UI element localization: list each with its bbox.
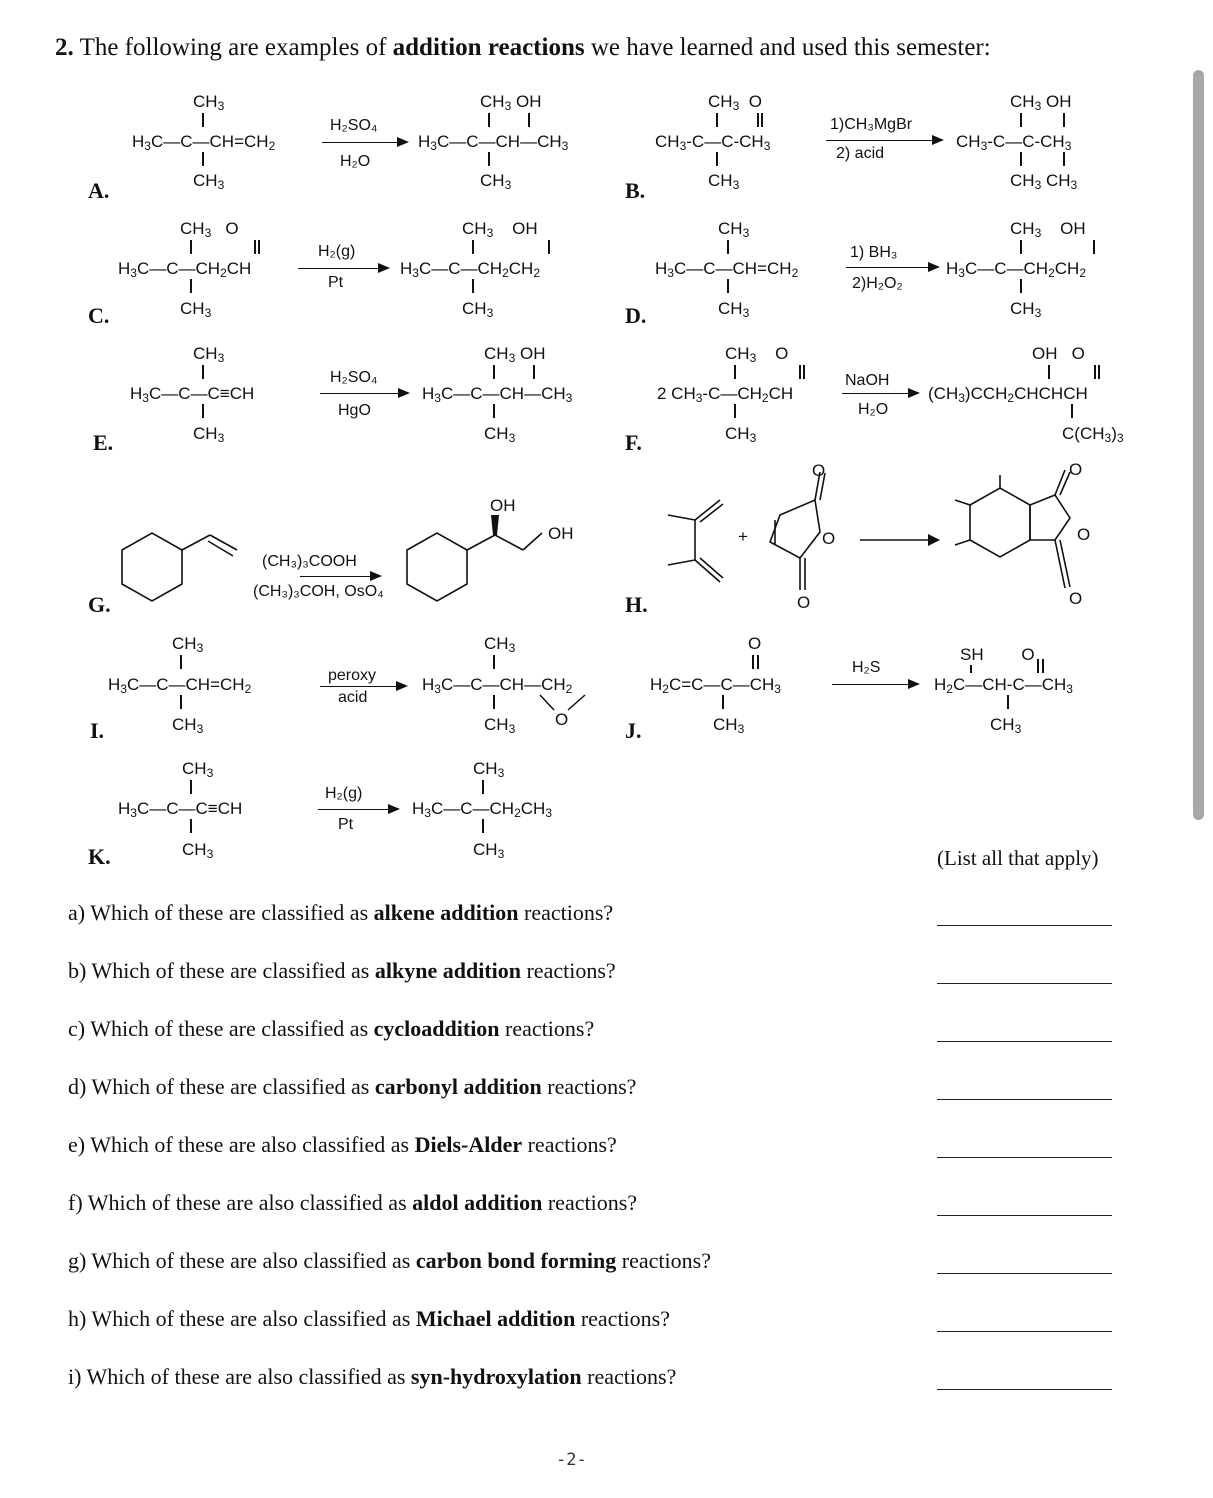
intro-after: we have learned and used this semester: bbox=[590, 34, 991, 61]
reagent-top: H₂SO₄ bbox=[330, 369, 378, 386]
chem-text: $CH_3$ bbox=[462, 299, 494, 320]
question-i bbox=[68, 1364, 676, 1390]
chem-text: $H_3C—C—CH=CH_2$ bbox=[655, 259, 799, 280]
reagent-top: H₂S bbox=[852, 659, 881, 676]
question-text: h) Which of these are also classified as bbox=[68, 1306, 411, 1331]
intro-before: The following are examples of bbox=[79, 34, 387, 61]
chem-text: O bbox=[1069, 589, 1083, 608]
chem-text: OH O bbox=[1032, 344, 1085, 363]
chem-text: $CH_3$ OH bbox=[462, 219, 538, 240]
reaction-label-a: A. bbox=[88, 178, 110, 203]
chem-text: $CH_3$ bbox=[484, 424, 516, 445]
chem-text: $CH_3$ bbox=[713, 715, 745, 736]
chem-text: $CH_3$ bbox=[193, 92, 225, 113]
chem-text: $CH_3$ bbox=[473, 759, 505, 780]
chem-text: $CH_3$ O bbox=[708, 92, 762, 113]
answer-blank-a[interactable] bbox=[937, 925, 1112, 926]
question-keyword: cycloaddition bbox=[373, 1016, 500, 1041]
question-e bbox=[68, 1132, 617, 1158]
answer-blank-f[interactable] bbox=[937, 1215, 1112, 1216]
reagent-bottom: H₂O bbox=[340, 153, 371, 170]
question-text: reactions? bbox=[547, 1074, 637, 1099]
reaction-arrow bbox=[322, 142, 407, 143]
chem-text: $CH_3$ bbox=[990, 715, 1022, 736]
reagent-bottom: 2) acid bbox=[836, 145, 885, 162]
reaction-label-f: F. bbox=[625, 430, 642, 455]
chem-text: $CH_3$ O bbox=[725, 344, 789, 365]
reagent-top: H₂SO₄ bbox=[330, 117, 378, 134]
question-text: reactions? bbox=[587, 1364, 677, 1389]
answer-blank-d[interactable] bbox=[937, 1099, 1112, 1100]
chem-text: $CH_3$ bbox=[480, 171, 512, 192]
chem-text: $H_2C—CH-C—CH_3$ bbox=[934, 675, 1073, 696]
chem-text: $H_3C—C—C\equiv CH$ bbox=[130, 384, 255, 405]
answer-blank-h[interactable] bbox=[937, 1331, 1112, 1332]
reagent-top: 1)CH₃MgBr bbox=[830, 116, 913, 133]
question-text: reactions? bbox=[526, 958, 616, 983]
question-number: 2. bbox=[55, 34, 74, 61]
reagent-top: 1) BH₃ bbox=[850, 244, 898, 261]
question-a bbox=[68, 900, 613, 926]
chem-text: $CH_3-C—C-CH_3$ bbox=[655, 132, 771, 153]
reaction-label-h: H. bbox=[625, 592, 648, 617]
chem-text: $CH_3$ OH bbox=[484, 344, 546, 365]
chem-text: $CH_3$ O bbox=[180, 219, 239, 240]
answer-blank-b[interactable] bbox=[937, 983, 1112, 984]
chem-text: $CH_3$ bbox=[473, 840, 505, 861]
reaction-label-c: C. bbox=[88, 303, 110, 328]
question-text: g) Which of these are also classified as bbox=[68, 1248, 411, 1273]
question-text: reactions? bbox=[527, 1132, 617, 1157]
chem-text: $H_3C—C—CH_2CH_2$ bbox=[400, 259, 541, 280]
chem-text: $CH_3$ bbox=[182, 840, 214, 861]
chem-text: $CH_3$ $CH_3$ bbox=[1010, 171, 1078, 192]
question-text: reactions? bbox=[547, 1190, 638, 1215]
reagent-bottom: Pt bbox=[338, 816, 354, 833]
chem-text: $H_3C—C—CH_2CH$ bbox=[118, 259, 252, 280]
reaction-label-g: G. bbox=[88, 592, 111, 617]
reaction-arrow bbox=[846, 267, 938, 268]
reaction-arrow bbox=[826, 140, 942, 141]
question-f bbox=[68, 1190, 637, 1216]
question-text: reactions? bbox=[505, 1016, 595, 1041]
reagent-bottom: acid bbox=[338, 689, 368, 706]
question-keyword: syn-hydroxylation bbox=[410, 1364, 582, 1389]
question-text: c) Which of these are classified as bbox=[68, 1016, 369, 1041]
chem-text: $CH_3$ bbox=[182, 759, 214, 780]
reagent-bottom: 2)H₂O₂ bbox=[852, 275, 903, 292]
chem-text: $CH_3$ bbox=[718, 299, 750, 320]
question-keyword: carbonyl addition bbox=[374, 1074, 542, 1099]
vertical-scrollbar[interactable] bbox=[1193, 70, 1204, 820]
chem-text: + bbox=[738, 527, 748, 546]
chem-text: O bbox=[797, 593, 811, 612]
question-text: reactions? bbox=[621, 1248, 711, 1273]
reaction-h-structures bbox=[660, 460, 1100, 620]
chem-text: $CH_3$ bbox=[193, 424, 225, 445]
question-keyword: aldol addition bbox=[412, 1190, 543, 1215]
reaction-arrow bbox=[318, 809, 398, 810]
answer-blank-i[interactable] bbox=[937, 1389, 1112, 1390]
intro-bold: addition reactions bbox=[392, 34, 585, 61]
page-number: -2- bbox=[556, 1450, 587, 1470]
question-text: d) Which of these are classified as bbox=[68, 1074, 370, 1099]
reagent-top: NaOH bbox=[845, 372, 890, 389]
chem-text: O bbox=[555, 710, 569, 729]
answer-blank-c[interactable] bbox=[937, 1041, 1112, 1042]
question-text: reactions? bbox=[524, 900, 614, 925]
question-c bbox=[68, 1016, 594, 1042]
reaction-label-d: D. bbox=[625, 303, 647, 328]
question-text: a) Which of these are classified as bbox=[68, 900, 369, 925]
reaction-arrow bbox=[298, 268, 388, 269]
reagent-top: peroxy bbox=[328, 667, 377, 684]
chem-text: $CH_3$ OH bbox=[1010, 219, 1086, 240]
reaction-arrow bbox=[320, 393, 408, 394]
chem-text: $CH_3-C—C-CH_3$ bbox=[956, 132, 1072, 153]
chem-text: $H_3C—C—CH=CH_2$ bbox=[108, 675, 252, 696]
chem-text: 2 $CH_3-C—CH_2CH$ bbox=[657, 384, 794, 405]
chem-text: $H_3C—C—C\equiv CH$ bbox=[118, 799, 243, 820]
chem-text: $(CH_3)CCH_2CHCHCH$ bbox=[928, 384, 1088, 405]
reaction-label-i: I. bbox=[90, 718, 105, 743]
chem-text: OH bbox=[548, 524, 574, 543]
chem-text: $H_3C—C—CH=CH_2$ bbox=[132, 132, 276, 153]
reagent-top: (CH₃)₃COOH bbox=[262, 553, 357, 570]
chem-text: $CH_3$ bbox=[1010, 299, 1042, 320]
list-all-note: (List all that apply) bbox=[937, 846, 1099, 870]
chem-text: $H_3C—C—CH_2CH_3$ bbox=[412, 799, 553, 820]
question-keyword: alkene addition bbox=[373, 900, 519, 925]
chem-text: $H_3C—C—CH_2CH_2$ bbox=[946, 259, 1087, 280]
reagent-top: H₂(g) bbox=[318, 243, 356, 260]
reaction-arrow bbox=[832, 684, 918, 685]
chem-text: $H_3C—C—CH—CH_3$ bbox=[422, 384, 573, 405]
chem-text: O bbox=[1069, 460, 1083, 479]
chem-text: SH O bbox=[960, 645, 1035, 664]
reagent-bottom: (CH₃)₃COH, OsO₄ bbox=[253, 583, 384, 600]
reagent-bottom: H₂O bbox=[858, 401, 889, 418]
chem-text: $CH_3$ bbox=[172, 715, 204, 736]
question-h bbox=[68, 1306, 670, 1332]
question-text: reactions? bbox=[580, 1306, 670, 1331]
reagent-bottom: HgO bbox=[338, 402, 371, 419]
chem-text: $CH_3$ bbox=[180, 299, 212, 320]
chem-text: $CH_3$ OH bbox=[480, 92, 542, 113]
question-heading bbox=[55, 34, 991, 62]
chem-text: $CH_3$ bbox=[193, 171, 225, 192]
question-text: i) Which of these are also classified as bbox=[68, 1364, 406, 1389]
question-keyword: alkyne addition bbox=[374, 958, 521, 983]
chem-text: $H_3C—C—CH—CH_3$ bbox=[418, 132, 569, 153]
chem-text: $CH_3$ bbox=[484, 715, 516, 736]
question-g bbox=[68, 1248, 711, 1274]
chem-text: $CH_3$ bbox=[708, 171, 740, 192]
reaction-arrow bbox=[320, 686, 406, 687]
chem-text: $C(CH_3)_3$ bbox=[1062, 424, 1124, 445]
reaction-label-b: B. bbox=[625, 178, 646, 203]
answer-blank-e[interactable] bbox=[937, 1157, 1112, 1158]
reaction-arrow bbox=[842, 393, 918, 394]
chem-text: $CH_3$ bbox=[718, 219, 750, 240]
chem-text: $CH_3$ bbox=[725, 424, 757, 445]
chem-text: $CH_3$ OH bbox=[1010, 92, 1072, 113]
reagent-bottom: Pt bbox=[328, 274, 344, 291]
chem-text: O bbox=[748, 634, 762, 653]
question-keyword: Michael addition bbox=[415, 1306, 576, 1331]
chem-text: O bbox=[822, 529, 836, 548]
question-text: b) Which of these are classified as bbox=[68, 958, 370, 983]
reaction-label-e: E. bbox=[93, 430, 114, 455]
chem-text: $H_2C=C—C—CH_3$ bbox=[650, 675, 781, 696]
question-b bbox=[68, 958, 616, 984]
chem-text: $H_3C—C—CH—CH_2$ bbox=[422, 675, 573, 696]
reaction-label-j: J. bbox=[625, 718, 642, 743]
question-text: f) Which of these are also classified as bbox=[68, 1190, 407, 1215]
question-d bbox=[68, 1074, 636, 1100]
chem-text: OH bbox=[490, 496, 516, 515]
question-text: e) Which of these are also classified as bbox=[68, 1132, 410, 1157]
chem-text: $CH_3$ bbox=[484, 634, 516, 655]
reaction-arrow bbox=[300, 576, 380, 577]
chem-text: O bbox=[812, 461, 826, 480]
chem-text: $CH_3$ bbox=[193, 344, 225, 365]
reagent-top: H₂(g) bbox=[325, 785, 363, 802]
question-keyword: Diels-Alder bbox=[414, 1132, 523, 1157]
answer-blank-g[interactable] bbox=[937, 1273, 1112, 1274]
reaction-label-k: K. bbox=[88, 844, 111, 869]
question-keyword: carbon bond forming bbox=[415, 1248, 617, 1273]
chem-text: O bbox=[1077, 525, 1091, 544]
chem-text: $CH_3$ bbox=[172, 634, 204, 655]
